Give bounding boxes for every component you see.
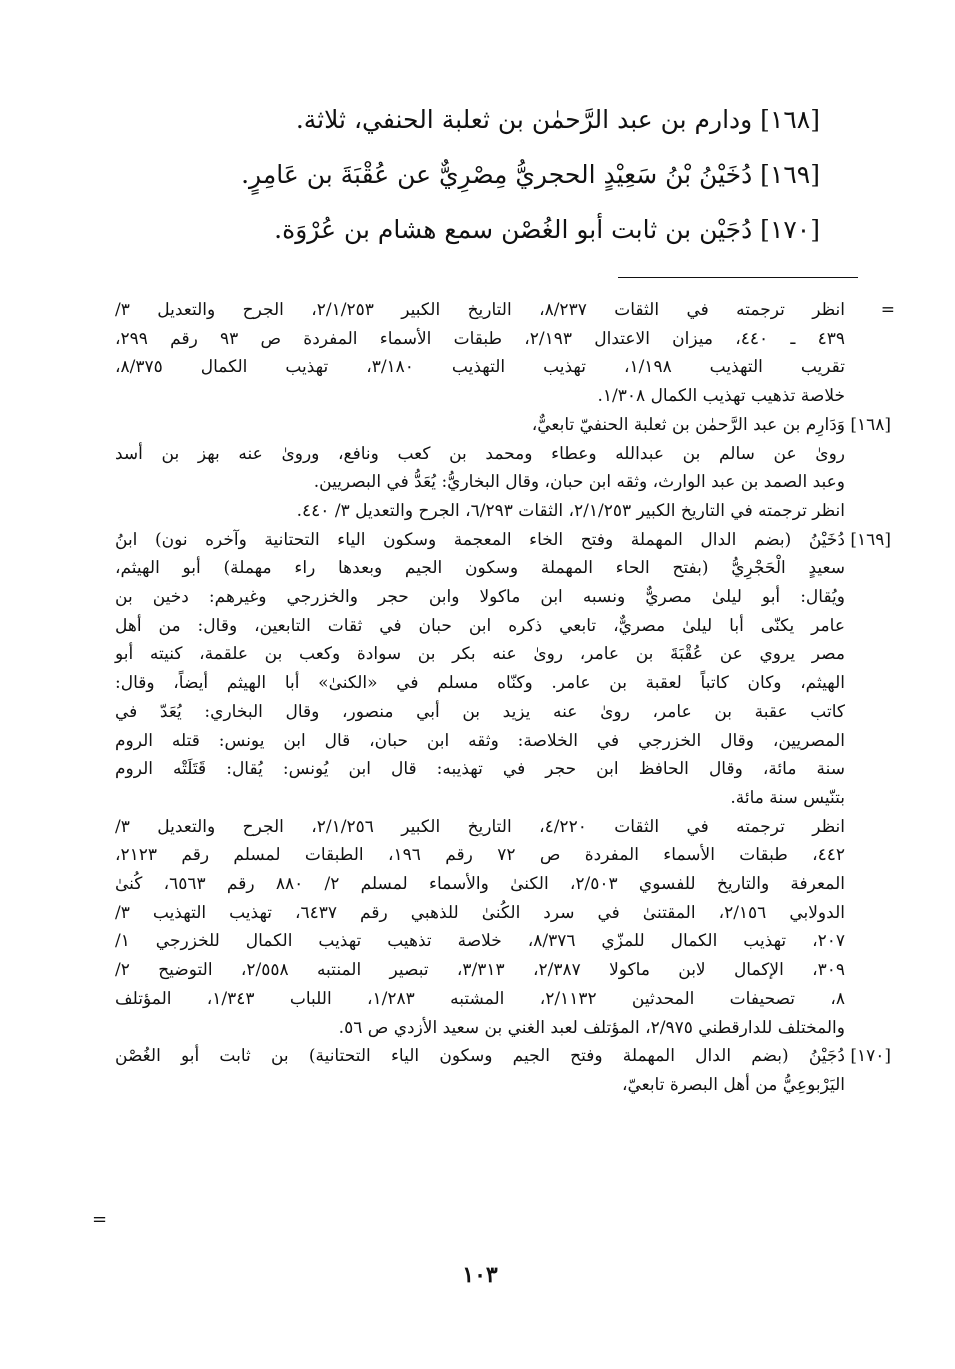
footnote-line: كاتب عقبة بن عامر، روىٰ عنه يزيد بن أبي منصور، وقال البخاري: يُعَدّ في xyxy=(115,701,845,722)
footnote-line: روىٰ عن سالم بن عبدالله وعطاء ومحمد بن كعب ونافع، وروىٰ عنه بهز بن أسد xyxy=(115,443,845,464)
footnote-line: بتنّيس سنة مائة. xyxy=(730,787,845,808)
main-text xyxy=(120,92,820,257)
footnotes xyxy=(115,296,895,1100)
footnote-line: تقريب التهذيب ١/١٩٨، تهذيب التهذيب ٣/١٨٠، تهذيب الكمال ٨/٣٧٥، xyxy=(115,357,845,378)
main-entry-169: [١٦٩] دُخَيْنُ بْنُ سَعِيْدٍ الحجريُّ مِصْرِيٌّ عن عُقْبَةَ بن عَامِرٍ. xyxy=(241,160,820,189)
main-entry-168: [١٦٨] ودارم بن عبد الرَّحمٰن بن ثعلبة الحنفي، ثلاثة. xyxy=(295,105,820,134)
page-number: ١٠٣ xyxy=(462,1262,498,1288)
footnote-line: مصر يروي عن عُقْبَةَ بن عامر، روىٰ عنه بكر بن سوادة وكعب بن علقمة، كنيته أبو xyxy=(115,644,845,665)
main-entry-170: [١٧٠] دُجَيْن بن ثابت أبو الغُصْن سمع هشام بن عُرْوَة. xyxy=(274,215,820,244)
entry-number: [١٦٨] xyxy=(850,414,891,435)
entry-number: [١٧٠] xyxy=(850,1046,891,1067)
footnote-ref-line: والمختلف للدارقطني ٢/٩٧٥، المؤتلف لعبد الغني بن سعيد الأزدي ص ٥٦. xyxy=(338,1017,845,1038)
footnote-line: الهيثم، وكان كاتباً لعقبة بن عامر. وكنّاه مسلم في «الكنىٰ» أبا الهيثم أيضاً، وقال: xyxy=(115,673,845,694)
footnote-line: اليَرْبوعِيُّ من أهل البصرة تابعيّ، xyxy=(621,1074,845,1095)
continues-mark: = xyxy=(92,1209,108,1230)
footnote-line: سعيدٍ الْحَجْرِيُّ (بفتح الحاء المهملة وسكون الجيم وبعدها راء مهملة) أبو الهيثم، xyxy=(115,558,845,579)
footnote-ref-line: الدولابي ٢/١٥٦، المقتنىٰ في سرد الكُنىٰ للذهبي رقم ٦٤٣٧، تهذيب التهذيب ٣/ xyxy=(115,902,845,923)
footnote-ref-line: المعرفة والتاريخ للفسوي ٢/٥٠٣، الكنىٰ والأسماء لمسلم ٢/ ٨٨٠ رقم ٦٥٦٣، كُنىٰ xyxy=(115,874,845,895)
footnote-line: سنة مائة، وقال الحافظ ابن حجر في تهذيبه: قال ابن يُونس: يُقال: قَتَلَتْه الروم xyxy=(115,759,845,780)
footnote-line: انظر ترجمته في الثقات ٨/٢٣٧، التاريخ الكبير ٢/١/٢٥٣، الجرح والتعديل ٣/ xyxy=(115,300,845,320)
footnote-line: ٤٣٩ ـ ٤٤٠، ميزان الاعتدال ٢/١٩٣، طبقات الأسماء المفردة ص ٩٣ رقم ٢٩٩، xyxy=(115,328,845,349)
footnote-line: وعبد الصمد بن عبد الوارث، وثقه ابن حبان، وقال البخاريُّ: يُعَدُّ في البصريين. xyxy=(313,472,845,493)
entry-number: [١٦٩] xyxy=(850,529,891,550)
footnote-separator xyxy=(618,277,858,278)
footnote-entry-168 xyxy=(115,411,891,526)
footnote-ref-line: ٢٠٧، تهذيب الكمال للمزّي ٨/٣٧٦، خلاصة تذهيب تهذيب الكمال للخزرجي ١/ xyxy=(115,931,845,952)
footnote-line: وَدَارِم بن عبد الرَّحمٰن بن ثعلبة الحنفيّ تابعيٌّ، xyxy=(531,414,845,435)
footnote-line: انظر ترجمته في التاريخ الكبير ٢/١/٢٥٣، الثقات ٦/٢٩٣، الجرح والتعديل ٣/ ٤٤٠. xyxy=(296,500,845,521)
footnote-line: خلاصة تذهيب تهذيب الكمال ١/٣٠٨. xyxy=(597,386,845,407)
footnote-line: ويُقال: أبو ليلىٰ مصريٌّ ونسبه ابن ماكولا وابن حجر والخزرجي وغيرهم: دخين بن xyxy=(115,587,845,608)
footnote-ref-line: انظر ترجمته في الثقات ٤/٢٢٠، التاريخ الكبير ٢/١/٢٥٦، الجرح والتعديل ٣/ xyxy=(115,816,845,837)
footnote-continuation xyxy=(115,296,895,411)
footnote-ref-line: ٤٤٢، طبقات الأسماء المفردة ص ٧٢ رقم ١٩٦، الطبقات لمسلم رقم ٢١٢٣، xyxy=(115,845,845,866)
continuation-mark: = xyxy=(880,300,895,320)
footnote-line: دُجَيْنُ (بضم الدال المهملة وفتح الجيم وسكون الياء التحتانية) بن ثابت أبو الغُصْن xyxy=(115,1046,845,1067)
footnote-entry-170 xyxy=(115,1042,891,1099)
footnote-ref-line: ٨، تصحيفات المحدثين ٢/١١٣٢، المشتبه ١/٢٨٣، اللباب ١/٣٤٣، المؤتلف xyxy=(115,988,845,1009)
footnote-line: المصريين، وقال الخزرجي في الخلاصة: وثقه ابن حبان، قال ابن يونس: قتله الروم xyxy=(115,730,845,751)
footnote-line: دُخَيْنُ (بضم الدال المهملة وفتح الخاء المعجمة وسكون الياء التحتانية وآخره نون) ابنُ xyxy=(115,529,845,550)
footnote-line: عامر يكنّى أبا ليلىٰ مصريٌّ، تابعي ذكره ابن حبان في ثقات التابعين، وقال: من أهل xyxy=(115,615,845,636)
footnote-entry-169 xyxy=(115,526,891,1043)
footnote-ref-line: ٣٠٩، الإكمال لابن ماكولا ٢/٣٨٧، ٣/٣١٣، تبصير المنتبه ٢/٥٥٨، التوضيح ٢/ xyxy=(115,960,846,981)
